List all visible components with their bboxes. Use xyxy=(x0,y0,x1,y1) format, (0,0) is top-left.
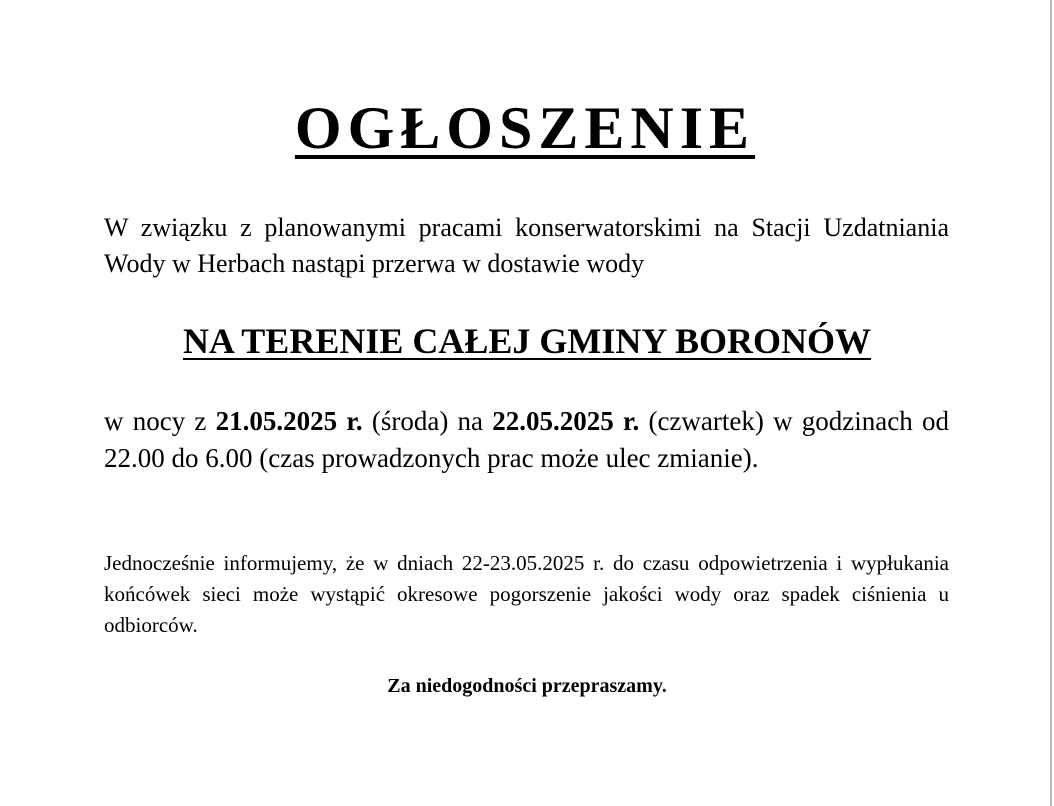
closing-apology: Za niedogodności przepraszamy. xyxy=(387,675,667,697)
notice-title-text: OGŁOSZENIE xyxy=(294,95,756,161)
notice-title xyxy=(0,96,1050,160)
area-headline xyxy=(0,320,1054,362)
intro-paragraph: W związku z planowanymi pracami konserwatorskimi na Stacji Uzdatniania Wody w Herbach nastąpi przerwa w dostawie wody xyxy=(104,213,949,278)
schedule-text-2: (środa) na xyxy=(362,406,493,436)
schedule-text-1: w nocy z xyxy=(104,406,216,436)
schedule-text-3: (czwartek) w godzinach od 22.00 do 6.00 (czas prowadzonych prac może ulec zmianie). xyxy=(104,406,949,473)
info-paragraph: Jednocześnie informujemy, że w dniach 22-23.05.2025 r. do czasu odpowietrzenia i wypłukania końcówek sieci może wystąpić okresowe pogorszenie jakości wody oraz spadek ciśnienia u odbiorców. xyxy=(104,551,949,637)
schedule-paragraph xyxy=(104,403,949,477)
date-from: 21.05.2025 r. xyxy=(215,406,363,436)
area-headline-text: NA TERENIE CAŁEJ GMINY BORONÓW xyxy=(182,321,872,361)
date-to: 22.05.2025 r. xyxy=(492,406,640,436)
